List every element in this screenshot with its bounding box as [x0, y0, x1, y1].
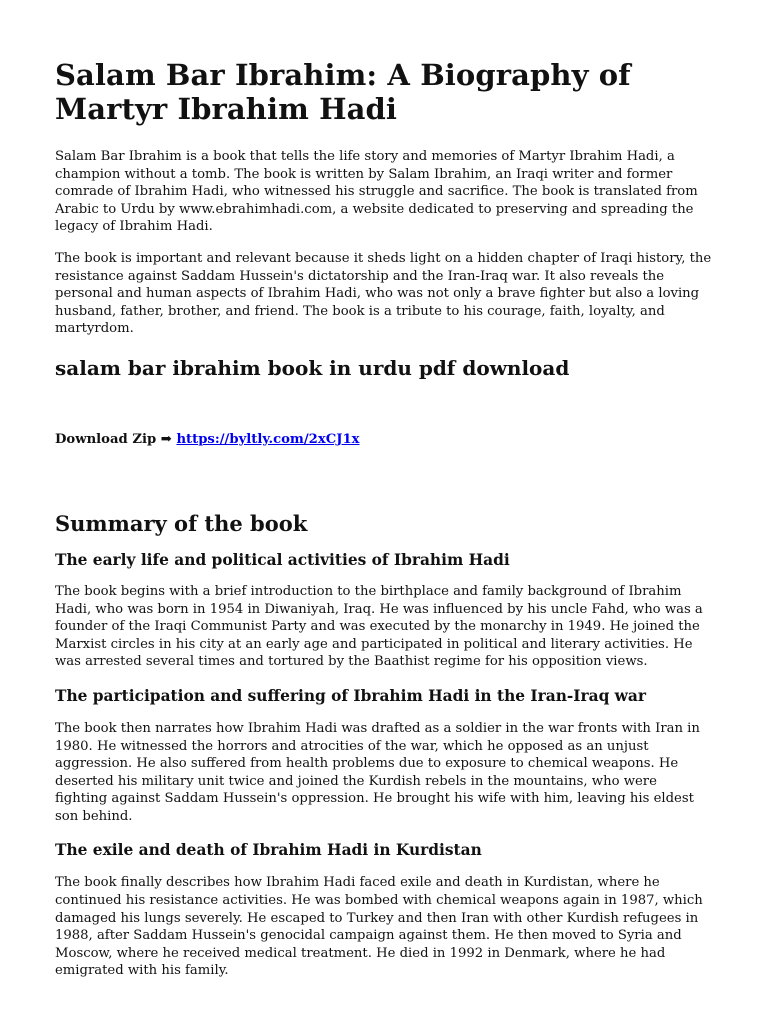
- section-heading-early-life: The early life and political activities of Ibrahim Hadi: [55, 550, 510, 569]
- download-label: Download Zip ➡: [55, 431, 177, 447]
- section-body-war: The book then narrates how Ibrahim Hadi was drafted as a soldier in the war fronts with Iran in 1980. He witnessed the horrors and atrocities of the war, which he opposed as an unjust aggression. He also suffered from health problems due to exposure to chemical weapons. He deserted his military unit twice and joined the Kurdish rebels in the mountains, who were fighting against Saddam Hussein's oppression. He brought his wife with him, leaving his eldest son behind.: [55, 720, 700, 824]
- document-page: [55, 58, 713, 980]
- summary-heading: Summary of the book: [55, 510, 308, 536]
- download-link[interactable]: https://byltly.com/2xCJ1x: [176, 431, 360, 447]
- keyword-heading: salam bar ibrahim book in urdu pdf download: [55, 355, 570, 380]
- section-body-exile: The book finally describes how Ibrahim Hadi faced exile and death in Kurdistan, where he continued his resistance activities. He was bombed with chemical weapons again in 1987, which damaged his lungs severely. He escaped to Turkey and then Iran with other Kurdish refugees in 1988, after Saddam Hussein's genocidal campaign against them. He then moved to Syria and Moscow, where he received medical treatment. He died in 1992 in Denmark, where he had emigrated with his family.: [55, 875, 703, 979]
- intro-paragraph-1: Salam Bar Ibrahim is a book that tells the life story and memories of Martyr Ibrahim Hadi, a champion without a tomb. The book is written by Salam Ibrahim, an Iraqi writer and former comrade of Ibrahim Hadi, who witnessed his struggle and sacrifice. The book is translated from Arabic to Urdu by www.ebrahimhadi.com, a website dedicated to preserving and spreading the legacy of Ibrahim Hadi.: [55, 149, 698, 235]
- section-heading-exile: The exile and death of Ibrahim Hadi in Kurdistan: [55, 841, 482, 860]
- section-body-early-life: The book begins with a brief introduction to the birthplace and family background of Ibrahim Hadi, who was born in 1954 in Diwaniyah, Iraq. He was influenced by his uncle Fahd, who was a founder of the Iraqi Communist Party and was executed by the monarchy in 1949. He joined the Marxist circles in his city at an early age and participated in political and literary activities. He was arrested several times and tortured by the Baathist regime for his opposition views.: [55, 583, 703, 670]
- section-heading-war: The participation and suffering of Ibrahim Hadi in the Iran-Iraq war: [55, 686, 647, 705]
- document-title: Salam Bar Ibrahim: A Biography of Martyr Ibrahim Hadi: [55, 58, 631, 126]
- download-line: [55, 431, 713, 448]
- intro-paragraph-2: The book is important and relevant because it sheds light on a hidden chapter of Iraqi history, the resistance against Saddam Hussein's dictatorship and the Iran-Iraq war. It also reveals the personal and human aspects of Ibrahim Hadi, who was not only a brave fighter but also a loving husband, father, brother, and friend. The book is a tribute to his courage, faith, loyalty, and martyrdom.: [55, 250, 712, 337]
